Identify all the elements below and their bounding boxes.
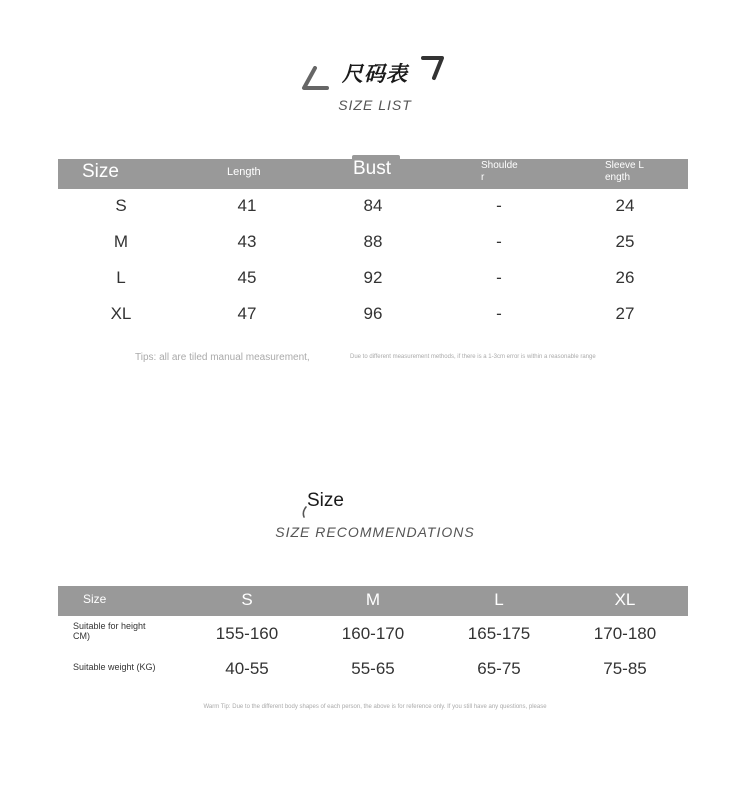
- header-size-s: S: [241, 590, 253, 609]
- cell-shoulder: -: [496, 304, 502, 323]
- header-size-label: Size: [83, 592, 107, 606]
- cell-shoulder: -: [496, 232, 502, 251]
- page-title: 尺码表: [342, 62, 408, 86]
- cell-length: 45: [237, 268, 257, 287]
- cell-size: S: [115, 196, 127, 215]
- table-header-row: [58, 159, 688, 189]
- warm-tip: Warm Tip: Due to the different body shapes of each person, the above is for reference only. If you still have any questions, please: [203, 704, 547, 710]
- header-size-l: L: [494, 590, 504, 609]
- cell-bust: 84: [363, 196, 383, 215]
- cell-size: L: [116, 268, 126, 287]
- size-recommendations-subtitle: SIZE RECOMMENDATIONS: [275, 524, 475, 540]
- cell-weight-xl: 75-85: [603, 659, 647, 678]
- measurement-tip: Tips: all are tiled manual measurement,: [135, 352, 310, 363]
- cell-sleeve-length: 24: [615, 196, 635, 215]
- cell-weight-s: 40-55: [225, 659, 269, 678]
- header-size-m: M: [365, 590, 381, 609]
- row-label-weight: Suitable weight (KG): [73, 662, 156, 672]
- cell-sleeve-length: 27: [615, 304, 635, 323]
- cell-sleeve-length: 26: [615, 268, 635, 287]
- table-header-row: [58, 586, 688, 616]
- cell-shoulder: -: [496, 268, 502, 287]
- row-label-height: Suitable for height CM): [73, 621, 146, 641]
- header-shoulder: Shoulder: [481, 160, 518, 183]
- cell-bust: 96: [363, 304, 383, 323]
- cell-length: 43: [237, 232, 257, 251]
- measurement-tip-detail: Due to different measurement methods, if there is a 1-3cm error is within a reasonable range: [350, 354, 596, 360]
- cell-bust: 92: [363, 268, 383, 287]
- table-row: [58, 196, 688, 220]
- cell-height-l: 165-175: [467, 624, 531, 643]
- cell-weight-m: 55-65: [351, 659, 395, 678]
- bracket-right-icon: [420, 54, 448, 82]
- cell-shoulder: -: [496, 196, 502, 215]
- section-title: Size: [307, 490, 344, 511]
- cell-height-s: 155-160: [215, 624, 279, 643]
- cell-size: M: [113, 232, 129, 251]
- header-size-xl: XL: [614, 590, 636, 609]
- table-row: [58, 268, 688, 292]
- table-row: [58, 232, 688, 256]
- cell-height-xl: 170-180: [593, 624, 657, 643]
- header-bust: Bust: [353, 158, 392, 179]
- table-row: [58, 304, 688, 328]
- cell-size: XL: [110, 304, 132, 323]
- header-size: Size: [82, 161, 119, 182]
- cell-weight-l: 65-75: [477, 659, 521, 678]
- size-list-subtitle: SIZE LIST: [338, 97, 412, 113]
- cell-sleeve-length: 25: [615, 232, 635, 251]
- header-sleeve-length: Sleeve Length: [605, 160, 644, 183]
- cell-length: 41: [237, 196, 257, 215]
- cell-bust: 88: [363, 232, 383, 251]
- cell-height-m: 160-170: [341, 624, 405, 643]
- cell-length: 47: [237, 304, 257, 323]
- header-length: Length: [227, 166, 261, 178]
